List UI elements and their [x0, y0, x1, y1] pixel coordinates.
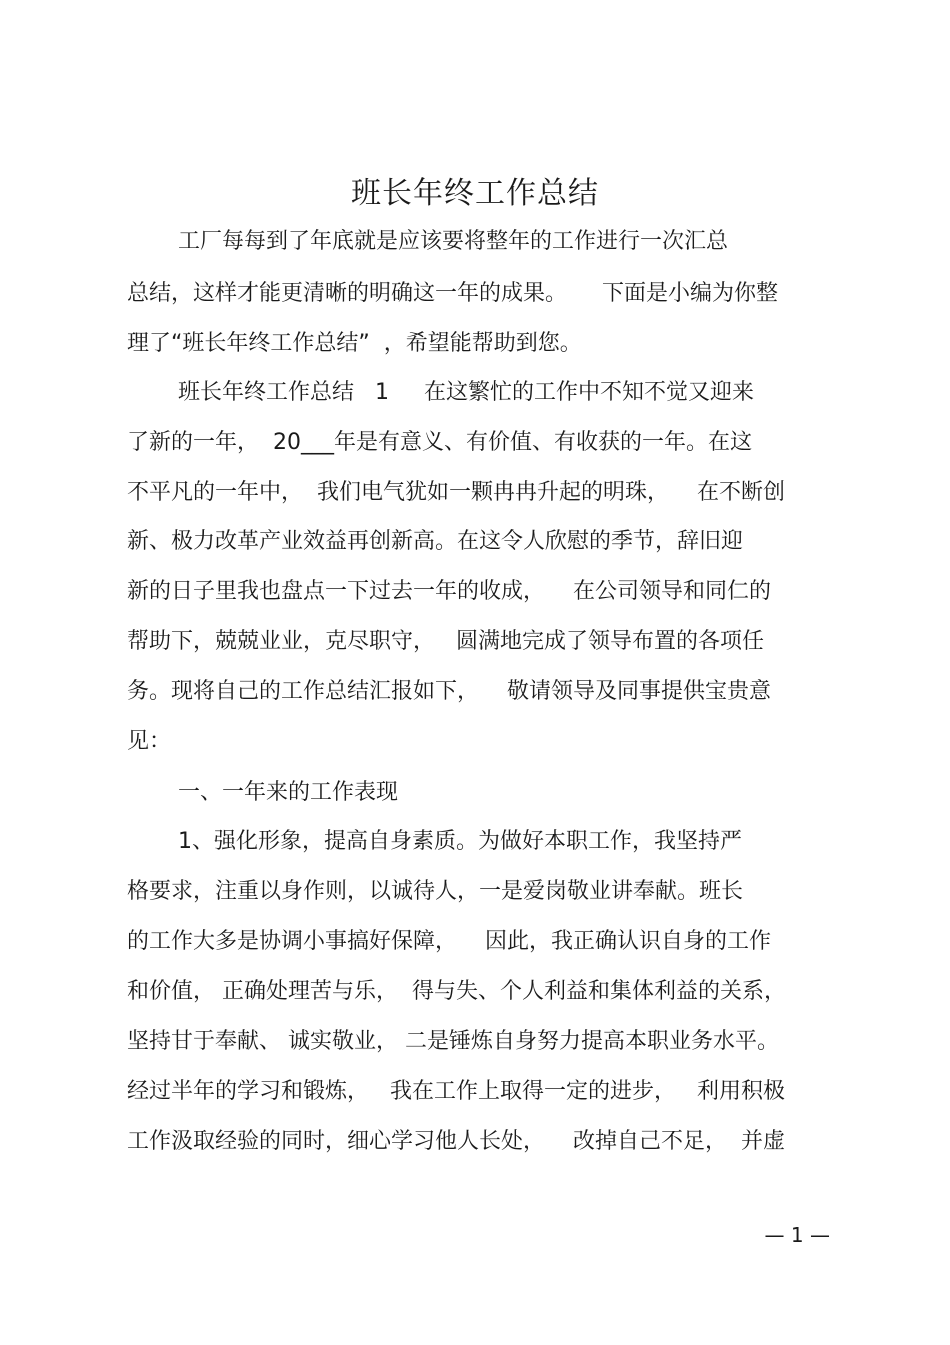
page-number: — 1 — — [764, 1223, 830, 1247]
text-line: 务。现将自己的工作总结汇报如下， 敬请领导及同事提供宝贵意 — [127, 679, 771, 704]
text-line: 了新的一年， 20___年是有意义、有价值、有收获的一年。在这 — [127, 430, 752, 455]
text-line: 工厂每每到了年底就是应该要将整年的工作进行一次汇总 — [178, 229, 729, 254]
text-line: 的工作大多是协调小事搞好保障， 因此，我正确认识自身的工作 — [127, 929, 771, 954]
document-title: 班长年终工作总结 — [351, 176, 599, 211]
text-line: 班长年终工作总结 1 在这繁忙的工作中不知不觉又迎来 — [178, 380, 754, 405]
text-line: 理了“班长年终工作总结” ，希望能帮助到您。 — [127, 331, 582, 356]
text-line: 坚持甘于奉献、 诚实敬业， 二是锤炼自身努力提高本职业务水平。 — [127, 1029, 779, 1054]
text-line: 不平凡的一年中， 我们电气犹如一颗冉冉升起的明珠， 在不断创 — [127, 480, 785, 505]
text-line: 经过半年的学习和锻炼， 我在工作上取得一定的进步， 利用积极 — [127, 1079, 785, 1104]
text-line: 格要求，注重以身作则，以诚待人，一是爱岗敬业讲奉献。班长 — [127, 879, 744, 904]
text-line: 见： — [127, 729, 172, 754]
text-line: 帮助下，兢兢业业，克尽职守， 圆满地完成了领导布置的各项任 — [127, 629, 764, 654]
text-line: 总结，这样才能更清晰的明确这一年的成果。 下面是小编为你整 — [127, 281, 778, 306]
section-heading: 一、一年来的工作表现 — [178, 780, 399, 805]
text-line: 和价值， 正确处理苦与乐， 得与失、个人利益和集体利益的关系， — [127, 979, 786, 1004]
text-line: 1、强化形象，提高自身素质。为做好本职工作，我坚持严 — [178, 829, 742, 854]
text-line: 新的日子里我也盘点一下过去一年的收成， 在公司领导和同仁的 — [127, 579, 771, 604]
text-line: 新、极力改革产业效益再创新高。在这令人欣慰的季节，辞旧迎 — [127, 529, 744, 554]
text-line: 工作汲取经验的同时，细心学习他人长处， 改掉自己不足， 并虚 — [127, 1129, 785, 1154]
